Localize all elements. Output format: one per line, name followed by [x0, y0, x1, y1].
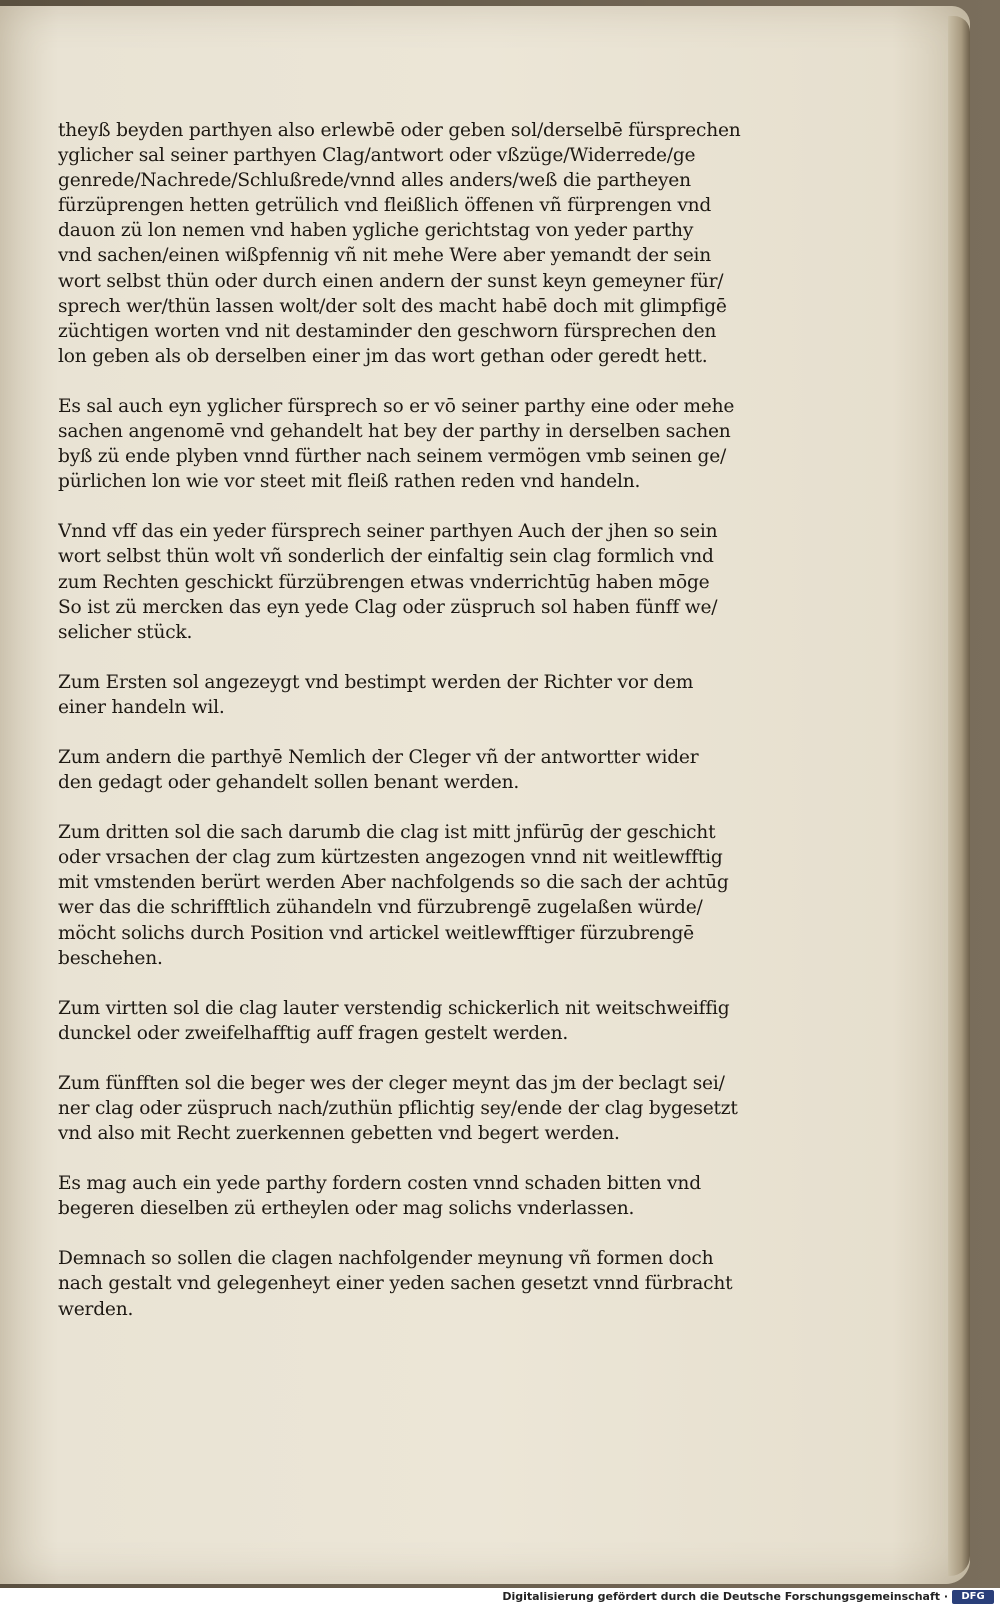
- text-line: oder vrsachen der clag zum kürtzesten angezogen vnnd nit weitlewfftig: [58, 847, 723, 869]
- text-line: Zum andern die parthyē Nemlich der Cleger vñ der antwortter wider: [58, 746, 699, 768]
- text-line: werden.: [58, 1298, 134, 1320]
- text-line: pürlichen lon wie vor steet mit fleiß rathen reden vnd handeln.: [58, 471, 641, 493]
- text-line: züchtigen worten vnd nit destaminder den geschworn fürsprechen den: [58, 320, 717, 342]
- text-line: So ist zü mercken das eyn yede Clag oder züspruch sol haben fünff we/: [58, 596, 718, 618]
- text-line: vnd also mit Recht zuerkennen gebetten vnd begert werden.: [58, 1123, 620, 1145]
- funding-credit: Digitalisierung gefördert durch die Deutsche Forschungsgemeinschaft ·: [502, 1590, 948, 1603]
- text-line: sprech wer/thün lassen wolt/der solt des macht habē doch mit glimpfigē: [58, 295, 727, 317]
- text-line: Demnach so sollen die clagen nachfolgender meynung vñ formen doch: [58, 1248, 714, 1270]
- text-line: Zum dritten sol die sach darumb die clag ist mitt jnfürūg der geschicht: [58, 822, 716, 844]
- text-line: einer handeln wil.: [58, 696, 225, 718]
- text-line: yglicher sal seiner parthyen Clag/antwort oder vßzüge/Widerrede/ge: [58, 145, 696, 167]
- paragraph: [58, 394, 748, 494]
- text-line: den gedagt oder gehandelt sollen benant werden.: [58, 772, 520, 794]
- footer-bar: [0, 1588, 1000, 1607]
- text-line: wer das die schrifftlich zühandeln vnd fürzubrengē zugelaßen würde/: [58, 897, 703, 919]
- text-line: Es sal auch eyn yglicher fürsprech so er vō seiner parthy eine oder mehe: [58, 395, 735, 417]
- paragraph: [58, 1246, 748, 1321]
- paragraph: [58, 1171, 748, 1221]
- text-line: lon geben als ob derselben einer jm das wort gethan oder geredt hett.: [58, 345, 708, 367]
- text-line: zum Rechten geschickt fürzübrengen etwas vnderrichtūg haben mōge: [58, 571, 710, 593]
- paragraph: [58, 820, 748, 971]
- text-line: selicher stück.: [58, 621, 193, 643]
- page-edge: [948, 16, 970, 1576]
- text-line: beschehen.: [58, 947, 163, 969]
- text-line: Zum Ersten sol angezeygt vnd bestimpt werden der Richter vor dem: [58, 671, 694, 693]
- paragraph: [58, 519, 748, 644]
- text-line: dauon zü lon nemen vnd haben ygliche gerichtstag von yeder parthy: [58, 220, 694, 242]
- dfg-logo: DFG: [952, 1590, 994, 1604]
- text-line: möcht solichs durch Position vnd artickel weitlewfftiger fürzubrengē: [58, 922, 694, 944]
- text-line: sachen angenomē vnd gehandelt hat bey der parthy in derselben sachen: [58, 421, 731, 443]
- paragraph: [58, 670, 748, 720]
- paragraph: [58, 118, 748, 369]
- text-line: ner clag oder züspruch nach/zuthün pflichtig sey/ende der clag bygesetzt: [58, 1098, 738, 1119]
- text-line: byß zü ende plyben vnnd fürther nach seinem vermögen vmb seinen ge/: [58, 446, 727, 468]
- text-line: Zum virtten sol die clag lauter verstendig schickerlich nit weitschweiffig: [58, 997, 730, 1019]
- text-line: wort selbst thün oder durch einen andern der sunst keyn gemeyner für/: [58, 270, 724, 292]
- text-line: mit vmstenden berürt werden Aber nachfolgends so die sach der achtūg: [58, 872, 729, 894]
- text-line: dunckel oder zweifelhafftig auff fragen gestelt werden.: [58, 1022, 569, 1044]
- paragraph: [58, 1071, 748, 1146]
- text-block: [58, 118, 748, 1347]
- text-line: nach gestalt vnd gelegenheyt einer yeden sachen gesetzt vnnd fürbracht: [58, 1273, 733, 1295]
- text-line: Zum fünfften sol die beger wes der cleger meynt das jm der beclagt sei/: [58, 1072, 725, 1094]
- text-line: vnd sachen/einen wißpfennig vñ nit mehe Were aber yemandt der sein: [58, 245, 712, 267]
- paragraph: [58, 745, 748, 795]
- text-line: genrede/Nachrede/Schlußrede/vnnd alles anders/weß die partheyen: [58, 170, 691, 192]
- text-line: Vnnd vff das ein yeder fürsprech seiner parthyen Auch der jhen so sein: [58, 521, 718, 543]
- text-line: Es mag auch ein yede parthy fordern costen vnnd schaden bitten vnd: [58, 1173, 701, 1195]
- text-line: begeren dieselben zü ertheylen oder mag solichs vnderlassen.: [58, 1198, 635, 1220]
- text-line: theyß beyden parthyen also erlewbē oder geben sol/derselbē fürsprechen: [58, 120, 741, 141]
- text-line: fürzüprengen hetten getrülich vnd fleißlich öffenen vñ fürprengen vnd: [58, 195, 712, 217]
- text-line: wort selbst thün wolt vñ sonderlich der einfaltig sein clag formlich vnd: [58, 546, 714, 568]
- paragraph: [58, 996, 748, 1046]
